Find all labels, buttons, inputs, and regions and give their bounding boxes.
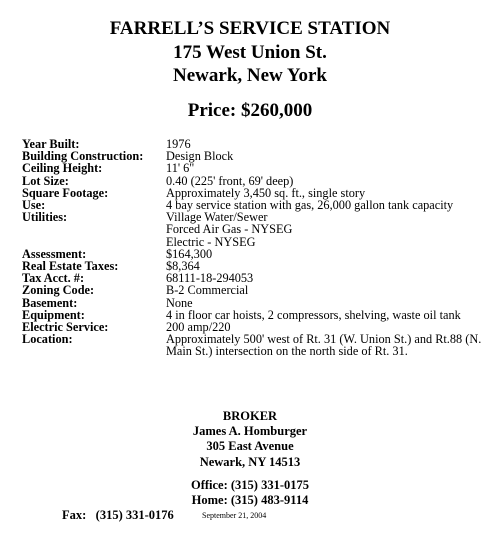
broker-office-phone: Office: (315) 331-0175 <box>190 478 310 492</box>
spec-value-line: $8,364 <box>166 259 200 273</box>
spec-value-line: Approximately 3,450 sq. ft., single story <box>166 185 366 200</box>
spec-key: Real Estate Taxes: <box>22 259 119 273</box>
broker-name: James A. Homburger <box>192 424 308 438</box>
spec-key: Assessment: <box>22 246 87 261</box>
spec-value <box>166 333 496 357</box>
spec-key: Lot Size: <box>22 173 69 188</box>
spec-key: Ceiling Height: <box>22 161 103 176</box>
spec-value <box>166 248 496 260</box>
spec-value <box>166 175 496 187</box>
date: September 21, 2004 <box>202 511 267 520</box>
spec-key: Year Built: <box>22 137 80 151</box>
broker-street: 305 East Avenue <box>206 439 294 453</box>
spec-key: Equipment: <box>22 307 85 322</box>
spec-value-line: 200 amp/220 <box>166 320 231 334</box>
spec-value-line: 0.40 (225' front, 69' deep) <box>166 173 294 188</box>
spec-key: Utilities: <box>22 210 68 225</box>
spec-key: Use: <box>22 198 46 212</box>
broker-city: Newark, NY 14513 <box>199 455 301 469</box>
spec-key: Zoning Code: <box>22 283 95 298</box>
spec-key: Basement: <box>22 295 78 310</box>
station-name: FARRELL’S SERVICE STATION <box>109 18 391 39</box>
spec-value-line: Design Block <box>166 149 234 164</box>
broker-title: BROKER <box>222 409 278 423</box>
spec-value <box>166 284 496 296</box>
spec-value <box>166 297 496 309</box>
spec-key: Electric Service: <box>22 320 109 334</box>
station-city: Newark, New York <box>173 65 327 86</box>
spec-key: Tax Acct. #: <box>22 271 85 286</box>
spec-value-line: Village Water/Sewer <box>166 210 268 225</box>
spec-value-line: 11' 6" <box>166 161 195 176</box>
spec-key: Location: <box>22 332 73 347</box>
station-street: 175 West Union St. <box>173 42 327 63</box>
spec-value-line: Main St.) intersection on the north side of Rt. 31. <box>166 344 408 359</box>
spec-value-line: Approximately 500' west of Rt. 31 (W. Union St.) and Rt.88 (N. <box>166 332 482 347</box>
spec-value <box>166 211 496 248</box>
spec-value-line: Electric - NYSEG <box>166 234 256 249</box>
spec-value-line: None <box>166 295 193 310</box>
broker-home-phone: Home: (315) 483-9114 <box>191 493 309 507</box>
spec-value-line: B-2 Commercial <box>166 283 249 298</box>
spec-value-line: 68111-18-294053 <box>166 271 254 286</box>
spec-value <box>166 162 496 174</box>
fax-number: Fax: (315) 331-0176 <box>62 508 174 522</box>
spec-key: Building Construction: <box>22 149 144 164</box>
spec-value-line: $164,300 <box>166 246 213 261</box>
spec-key: Square Footage: <box>22 185 109 200</box>
spec-value-line: 1976 <box>166 137 191 151</box>
spec-value-line: 4 in floor car hoists, 2 compressors, shelving, waste oil tank <box>166 307 461 322</box>
spec-value <box>166 150 496 162</box>
spec-value-line: Forced Air Gas - NYSEG <box>166 222 293 237</box>
spec-value-line: 4 bay service station with gas, 26,000 gallon tank capacity <box>166 198 454 212</box>
price: Price: $260,000 <box>187 100 313 121</box>
